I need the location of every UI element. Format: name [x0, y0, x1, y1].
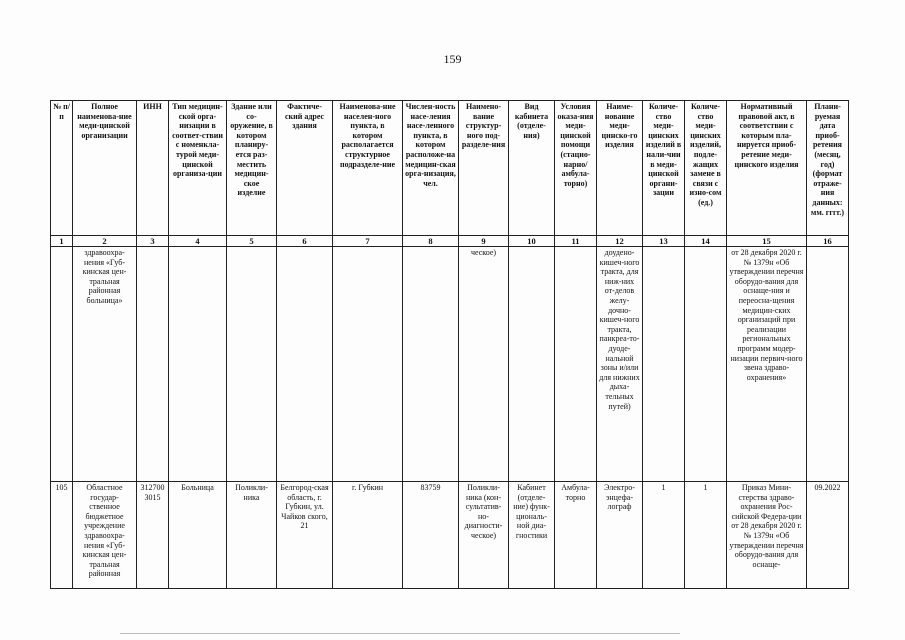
address-cell: Белгород-ская область, г. Губкин, ул. Чайков ского, 21 [277, 482, 333, 589]
row-number-cell: 105 [51, 482, 73, 589]
cabinet-type-cell: Кабинет (отделе-ние) функ-циональ-ной диа-гностики [509, 482, 555, 589]
header-cell: Тип медицин-ской орга-низации в соответ-ствии с номенкла-турой меди-цинской организа-ции [169, 101, 227, 236]
column-number: 1 [51, 236, 73, 247]
header-cell: Плани-руемая дата приоб-ретения (месяц, год) (формат отраже-ния данных: мм. гггг.) [807, 101, 849, 236]
device-name-cell: Электро-энцефа-лограф [597, 482, 643, 589]
column-number: 3 [137, 236, 169, 247]
column-number: 13 [643, 236, 685, 247]
header-cell: Количе-ство меди-цинских изделий в нали-чии в меди-цинской органи-зации [643, 101, 685, 236]
scan-artifact-line [120, 633, 680, 634]
row-number-cell [51, 247, 73, 482]
column-number: 15 [727, 236, 807, 247]
purchase-date-cell [807, 247, 849, 482]
locality-cell [333, 247, 403, 482]
organization-type-cell: Больница [169, 482, 227, 589]
building-cell [227, 247, 277, 482]
column-number: 11 [555, 236, 597, 247]
organization-type-cell [169, 247, 227, 482]
legal-act-cell: Приказ Мини-стерства здраво-охранения Рос-сийской Федера-ции от 28 декабря 2020 г. № 1379н «Об утверждении перечня оборудо-вания для оснаще- [727, 482, 807, 589]
equipment-table [50, 100, 849, 589]
devices-to-replace-cell: 1 [685, 482, 727, 589]
header-cell: Условия оказа-ния меди-цинской помощи (стацио-нарно/ амбула-торно) [555, 101, 597, 236]
population-cell: 83759 [403, 482, 459, 589]
header-cell: Наименова-ние населен-ного пункта, в котором располагается структурное подразделе-ние [333, 101, 403, 236]
devices-available-cell: 1 [643, 482, 685, 589]
care-conditions-cell: Амбула-торно [555, 482, 597, 589]
purchase-date-cell: 09.2022 [807, 482, 849, 589]
column-number: 10 [509, 236, 555, 247]
legal-act-cell: от 28 декабря 2020 г. № 1379н «Об утверждении перечня оборудо-вания для оснаще-ния и переосна-щения медицин-ских организаций при реализации региональных программ модер-низации первич-ного звена здраво-охранения» [727, 247, 807, 482]
column-number: 9 [459, 236, 509, 247]
column-number: 16 [807, 236, 849, 247]
column-number-row [51, 236, 849, 247]
header-cell: ИНН [137, 101, 169, 236]
table-row [51, 247, 849, 482]
care-conditions-cell [555, 247, 597, 482]
inn-cell: 312700 3015 [137, 482, 169, 589]
locality-cell: г. Губкин [333, 482, 403, 589]
device-name-cell: доудено-кишеч-ного тракта, для ниж-них от-делов желу-дочно-кишеч-ного тракта, панкреа-то-дуоде-нальной зоны и/или для нижних дыха-тельных путей) [597, 247, 643, 482]
column-number: 5 [227, 236, 277, 247]
column-number: 4 [169, 236, 227, 247]
inn-cell [137, 247, 169, 482]
header-cell: Фактиче-ский адрес здания [277, 101, 333, 236]
organization-name-cell: Областное государ-ственное бюджетное учреждение здравоохра-нения «Губ-кинская цен-тральная районная [73, 482, 137, 589]
header-cell: Здание или со-оружение, в котором планиру-ется раз-местить медицин-ское изделие [227, 101, 277, 236]
column-number: 8 [403, 236, 459, 247]
building-cell: Поликли-ника [227, 482, 277, 589]
header-cell: Числен-ность насе-ления насе-ленного пункта, в котором расположе-на медицин-ская орга-низация, чел. [403, 101, 459, 236]
header-cell: Количе-ство меди-цинских изделий, подле-жащих замене в связи с изно-сом (ед.) [685, 101, 727, 236]
table-row [51, 482, 849, 589]
subdivision-cell: ческое) [459, 247, 509, 482]
subdivision-cell: Поликли-ника (кон-сультатив-но-диагности-ческое) [459, 482, 509, 589]
devices-to-replace-cell [685, 247, 727, 482]
header-row [51, 101, 849, 236]
column-number: 2 [73, 236, 137, 247]
address-cell [277, 247, 333, 482]
population-cell [403, 247, 459, 482]
header-cell: № п/п [51, 101, 73, 236]
header-cell: Нормативный правовой акт, в соответствии с которым пла-нируется приоб-ретение меди-цинского изделия [727, 101, 807, 236]
header-cell: Полное наименова-ние меди-цинской организации [73, 101, 137, 236]
page-number: 159 [443, 52, 462, 66]
cabinet-type-cell [509, 247, 555, 482]
column-number: 14 [685, 236, 727, 247]
organization-name-cell: здравоохра-нения «Губ-кинская цен-тральная районная больница» [73, 247, 137, 482]
header-cell: Вид кабинета (отделе-ния) [509, 101, 555, 236]
header-cell: Наиме-нование меди-цинско-го изделия [597, 101, 643, 236]
header-cell: Наимено-вание структур-ного под-разделе-ния [459, 101, 509, 236]
column-number: 7 [333, 236, 403, 247]
column-number: 12 [597, 236, 643, 247]
devices-available-cell [643, 247, 685, 482]
column-number: 6 [277, 236, 333, 247]
